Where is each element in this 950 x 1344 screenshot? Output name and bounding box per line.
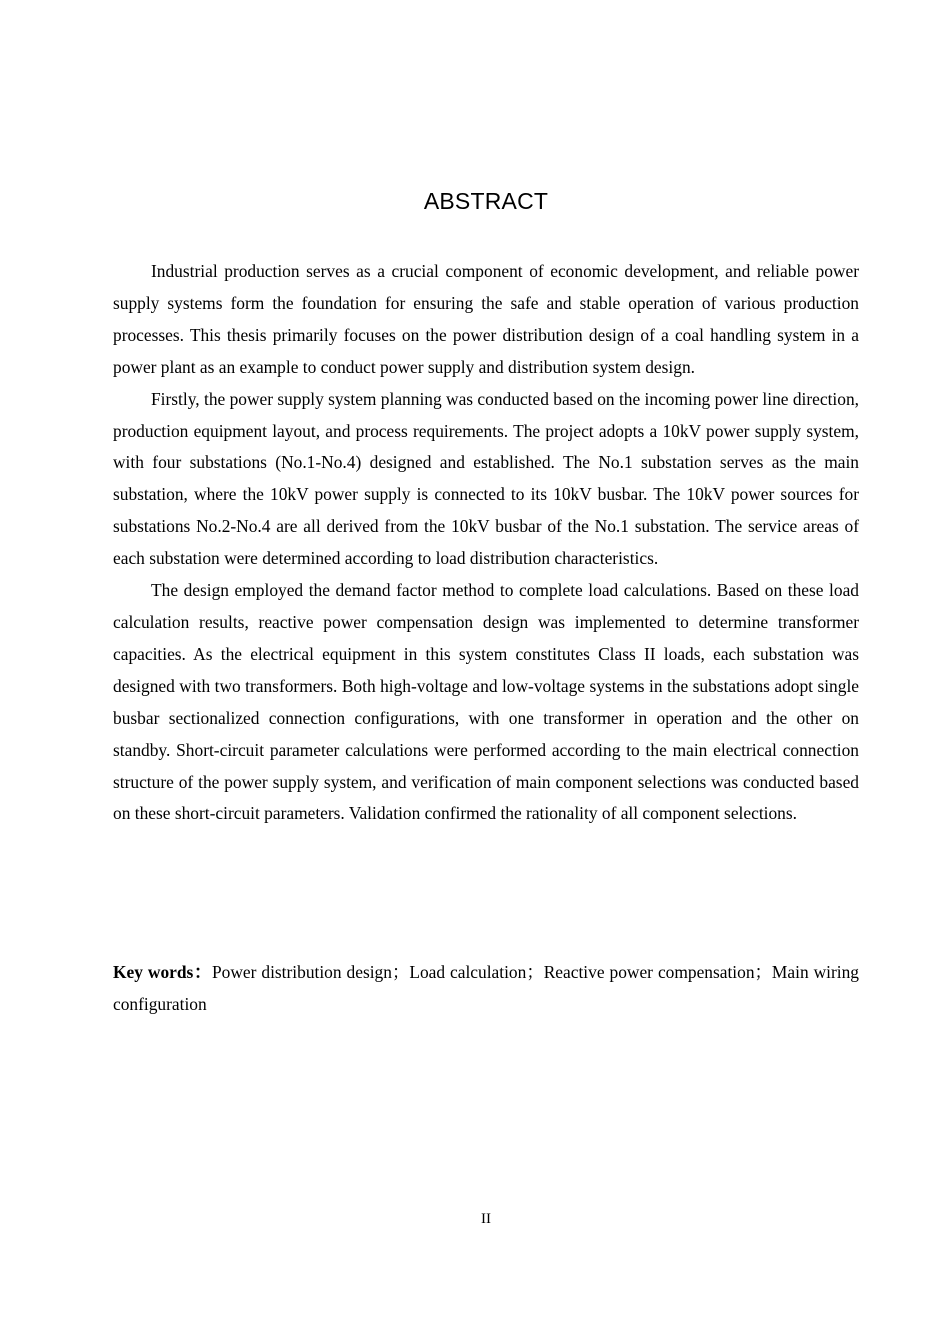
keywords-line [113,957,859,1021]
abstract-title: ABSTRACT [423,188,549,214]
keywords-text: Power distribution design；Load calculation；Reactive power compensation；Main wiring configuration [113,962,860,1014]
abstract-paragraph-2: Firstly, the power supply system planning was conducted based on the incoming power line direction, production equipment layout, and process requirements. The project adopts a 10kV power supply system, with four substations (No.1-No.4) designed and established. The No.1 substation serves as the main substation, where the 10kV power supply is connected to its 10kV busbar. The 10kV power sources for substations No.2-No.4 are all derived from the 10kV busbar of the No.1 substation. The service areas of each substation were determined according to load distribution characteristics. [113,388,859,569]
abstract-body [113,256,859,830]
abstract-paragraph-3: The design employed the demand factor method to complete load calculations. Based on these load calculation results, reactive power compensation design was implemented to determine transformer capacities. As the electrical equipment in this system constitutes Class II loads, each substation was designed with two transformers. Both high-voltage and low-voltage systems in the substations adopt single busbar sectionalized connection configurations, with one transformer in operation and the other on standby. Short-circuit parameter calculations were performed according to the main electrical connection structure of the power supply system, and verification of main component selections was conducted based on these short-circuit parameters. Validation confirmed the rationality of all component selections. [113,580,859,824]
keywords-label: Key words： [113,962,212,982]
page-number: II [481,1211,491,1227]
abstract-paragraph-1: Industrial production serves as a crucial component of economic development, and reliable power supply systems form the foundation for ensuring the safe and stable operation of various production processes. This thesis primarily focuses on the power distribution design of a coal handling system in a power plant as an example to conduct power supply and distribution system design. [113,261,859,377]
